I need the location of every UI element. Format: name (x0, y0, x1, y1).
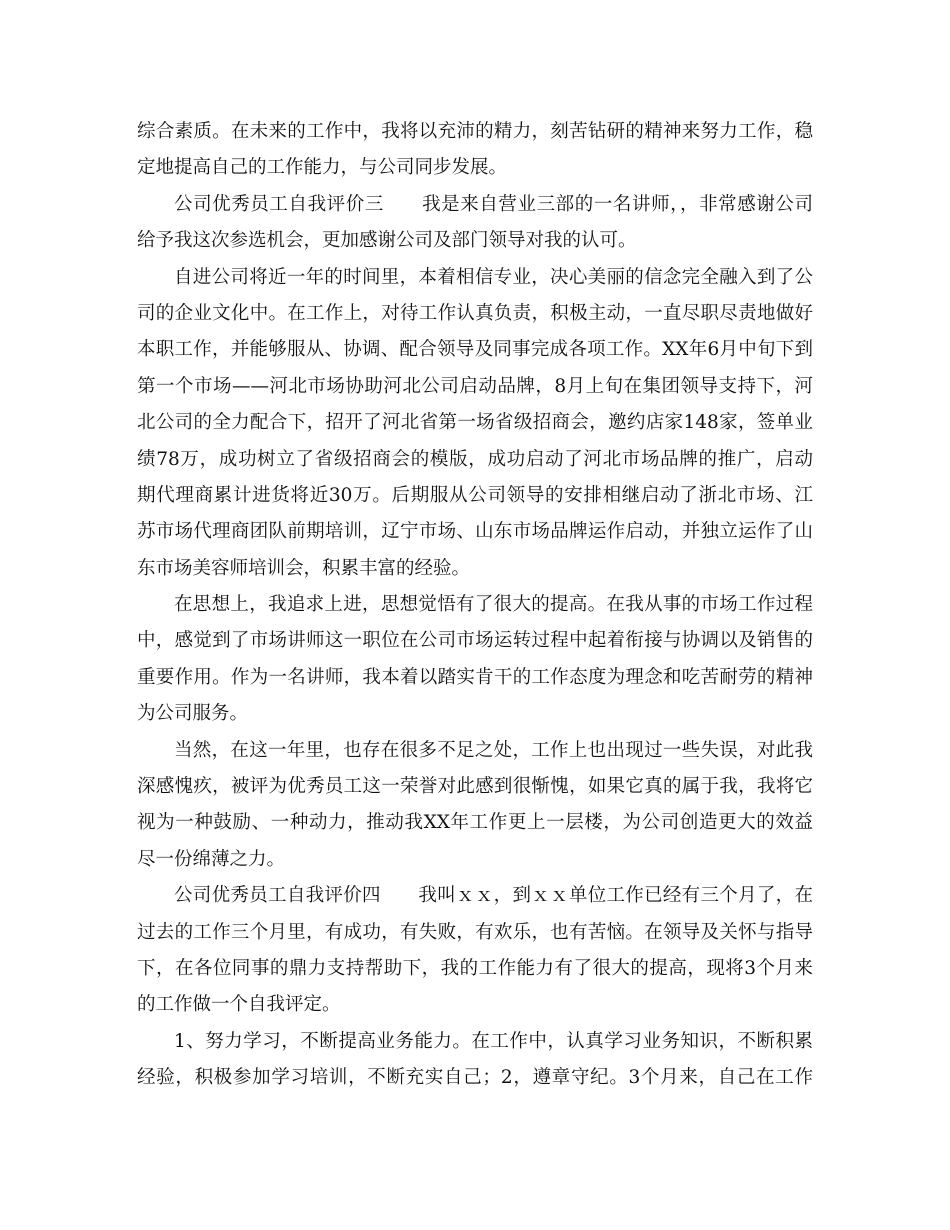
text-line: 下，在各位同事的鼎力支持帮助下，我的工作能力有了很大的提高，现将3个月来 (137, 957, 813, 979)
text-line: 绩78万，成功树立了省级招商会的模版，成功启动了河北市场品牌的推广，启动 (137, 448, 813, 470)
paragraph-4 (137, 587, 813, 733)
text-line: 定地提高自己的工作能力，与公司同步发展。 (137, 157, 508, 179)
section-heading-line: 公司优秀员工自我评价三 我是来自营业三部的一名讲师，，非常感谢公司 (174, 193, 813, 215)
text-line: 给予我这次参选机会，更加感谢公司及部门领导对我的认可。 (137, 230, 637, 252)
text-line: 当然，在这一年里，也存在很多不足之处，工作上也出现过一些失误，对此我 (174, 739, 813, 761)
text-line: 深感愧疚，被评为优秀员工这一荣誉对此感到很惭愧，如果它真的属于我，我将它 (137, 776, 813, 798)
text-line: 本职工作，并能够服从、协调、配合领导及同事完成各项工作。XX年6月中旬下到 (137, 339, 813, 361)
text-line: 在思想上，我追求上进，思想觉悟有了很大的提高。在我从事的市场工作过程 (174, 594, 813, 616)
text-line: 第一个市场——河北市场协助河北公司启动品牌，8月上旬在集团领导支持下，河 (137, 375, 813, 397)
text-line: 东市场美容师培训会，积累丰富的经验。 (137, 557, 471, 579)
paragraph-6 (137, 878, 813, 1024)
paragraph-5 (137, 733, 813, 879)
document-body (137, 114, 813, 1097)
text-line: 的工作做一个自我评定。 (137, 994, 341, 1016)
text-line: 中，感觉到了市场讲师这一职位在公司市场运转过程中起着衔接与协调以及销售的 (137, 630, 813, 652)
text-line: 自进公司将近一年的时间里，本着相信专业，决心美丽的信念完全融入到了公 (174, 266, 813, 288)
text-line: 1、努力学习，不断提高业务能力。在工作中，认真学习业务知识，不断积累 (174, 1030, 813, 1052)
text-line: 过去的工作三个月里，有成功，有失败，有欢乐，也有苦恼。在领导及关怀与指导 (137, 921, 813, 943)
paragraph-1 (137, 114, 813, 187)
text-line: 经验，积极参加学习培训，不断充实自己；2，遵章守纪。3个月来，自己在工作 (137, 1067, 813, 1089)
text-line: 为公司服务。 (137, 703, 249, 725)
text-line: 重要作用。作为一名讲师，我本着以踏实肯干的工作态度为理念和吃苦耐劳的精神 (137, 666, 813, 688)
text-line: 苏市场代理商团队前期培训，辽宁市场、山东市场品牌运作启动，并独立运作了山 (137, 521, 813, 543)
paragraph-3 (137, 260, 813, 588)
text-line: 北公司的全力配合下，招开了河北省第一场省级招商会，邀约店家148家，签单业 (137, 412, 813, 434)
text-line: 综合素质。在未来的工作中，我将以充沛的精力，刻苦钻研的精神来努力工作，稳 (137, 121, 813, 142)
paragraph-7 (137, 1024, 813, 1097)
section-heading-line: 公司优秀员工自我评价四 我叫ｘｘ，到ｘｘ单位工作已经有三个月了，在 (174, 885, 813, 907)
text-line: 视为一种鼓励、一种动力，推动我XX年工作更上一层楼，为公司创造更大的效益 (137, 812, 813, 834)
text-line: 尽一份绵薄之力。 (137, 848, 286, 870)
text-line: 司的企业文化中。在工作上，对待工作认真负责，积极主动，一直尽职尽责地做好 (137, 302, 813, 324)
paragraph-2 (137, 187, 813, 260)
text-line: 期代理商累计进货将近30万。后期服从公司领导的安排相继启动了浙北市场、江 (137, 484, 813, 506)
